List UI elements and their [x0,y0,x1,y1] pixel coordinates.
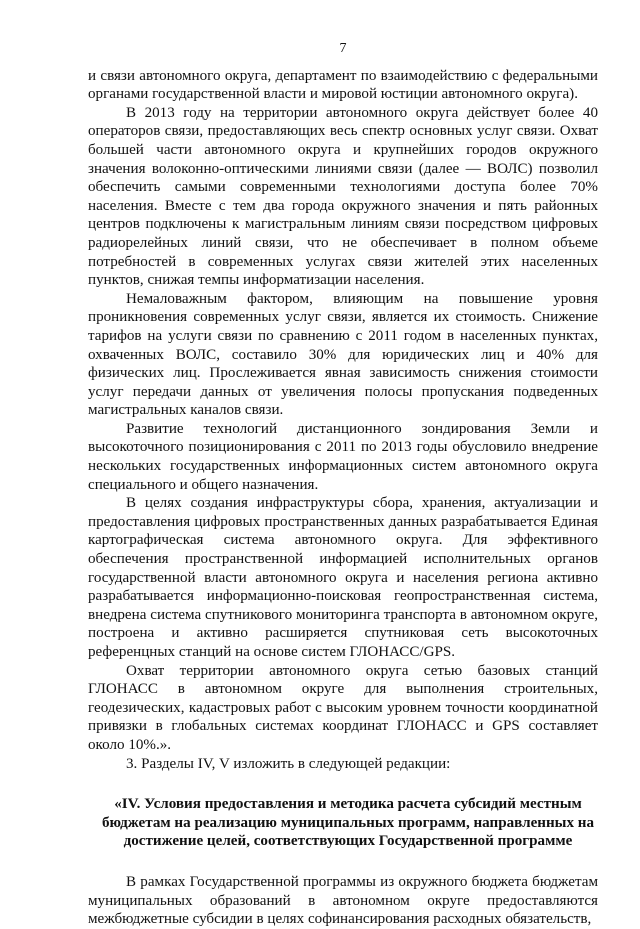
paragraph-remote-sensing: Развитие технологий дистанционного зондирования Земли и высокоточного позиционирования с 2011 по 2013 годы обусловило внедрение нескольких государственных информационных систем автономного округа специального и общего назначения. [88,420,598,493]
paragraph-sections-amendment: 3. Разделы IV, V изложить в следующей редакции: [126,755,451,772]
paragraph-cartographic-system: В целях создания инфраструктуры сбора, хранения, актуализации и предоставления цифровых пространственных данных разрабатывается Единая картографическая система автономного округа. Для эффективного обеспечения пространственной информацией исполнительных органов государственной власти автономного округа и населения региона активно разрабатывается информационно-поисковая геопространственная система, внедрена система спутникового мониторинга транспорта в автономном округе, построена и активно расширяется спутниковая сеть высокоточных референцных станций на основе систем ГЛОНАСС/GPS. [88,495,598,660]
paragraph-tariffs: Немаловажным фактором, влияющим на повышение уровня проникновения современных услуг связи, является их стоимость. Снижение тарифов на услуги связи по сравнению с 2011 годом в населенных пунктах, охваченных ВОЛС, составило 30% для юридических лиц и 40% для физических лиц. Прослеживается явная зависимость снижения стоимости услуг передачи данных от увеличения полосы пропускания подведенных магистральных каналов связи. [88,290,598,419]
paragraph-operators: В 2013 году на территории автономного округа действует более 40 операторов связи, предоставляющих весь спектр основных услуг связи. Охват большей части автономного округа и крупнейших городов окружного значения волоконно-оптическими линиями связи (далее — ВОЛС) позволил обеспечить самыми современными технологиями доступа более 70% населения. Вместе с тем два города окружного значения и пять районных центров подключены к магистральным линиям связи посредством цифровых радиорелейных линий связи, что не обеспечивает в полном объеме потребностей в современных услугах связи жителей этих населенных пунктов, снижая темпы информатизации населения. [88,104,598,289]
section-heading: «IV. Условия предоставления и методика расчета субсидий местным бюджетам на реализацию муниципальных программ, направленных на достижение целей, соответствующих Государственной программе [101,796,595,850]
paragraph-subsidies: В рамках Государственной программы из окружного бюджета бюджетам муниципальных образований в автономном округе предоставляются межбюджетные субсидии в целях софинансирования расходных обязательств, [88,873,598,928]
document-page [88,40,598,929]
paragraph-glonass-coverage: Охват территории автономного округа сетью базовых станций ГЛОНАСС в автономном округе для выполнения строительных, геодезических, кадастровых работ с высоким уровнем точности координатной привязки в глобальных системах координат ГЛОНАСС и GPS составляет около 10%.». [88,662,598,753]
paragraph-continuation: и связи автономного округа, департамент по взаимодействию с федеральными органами государственной власти и мировой юстиции автономного округа). [88,67,598,103]
page-number: 7 [339,41,347,56]
